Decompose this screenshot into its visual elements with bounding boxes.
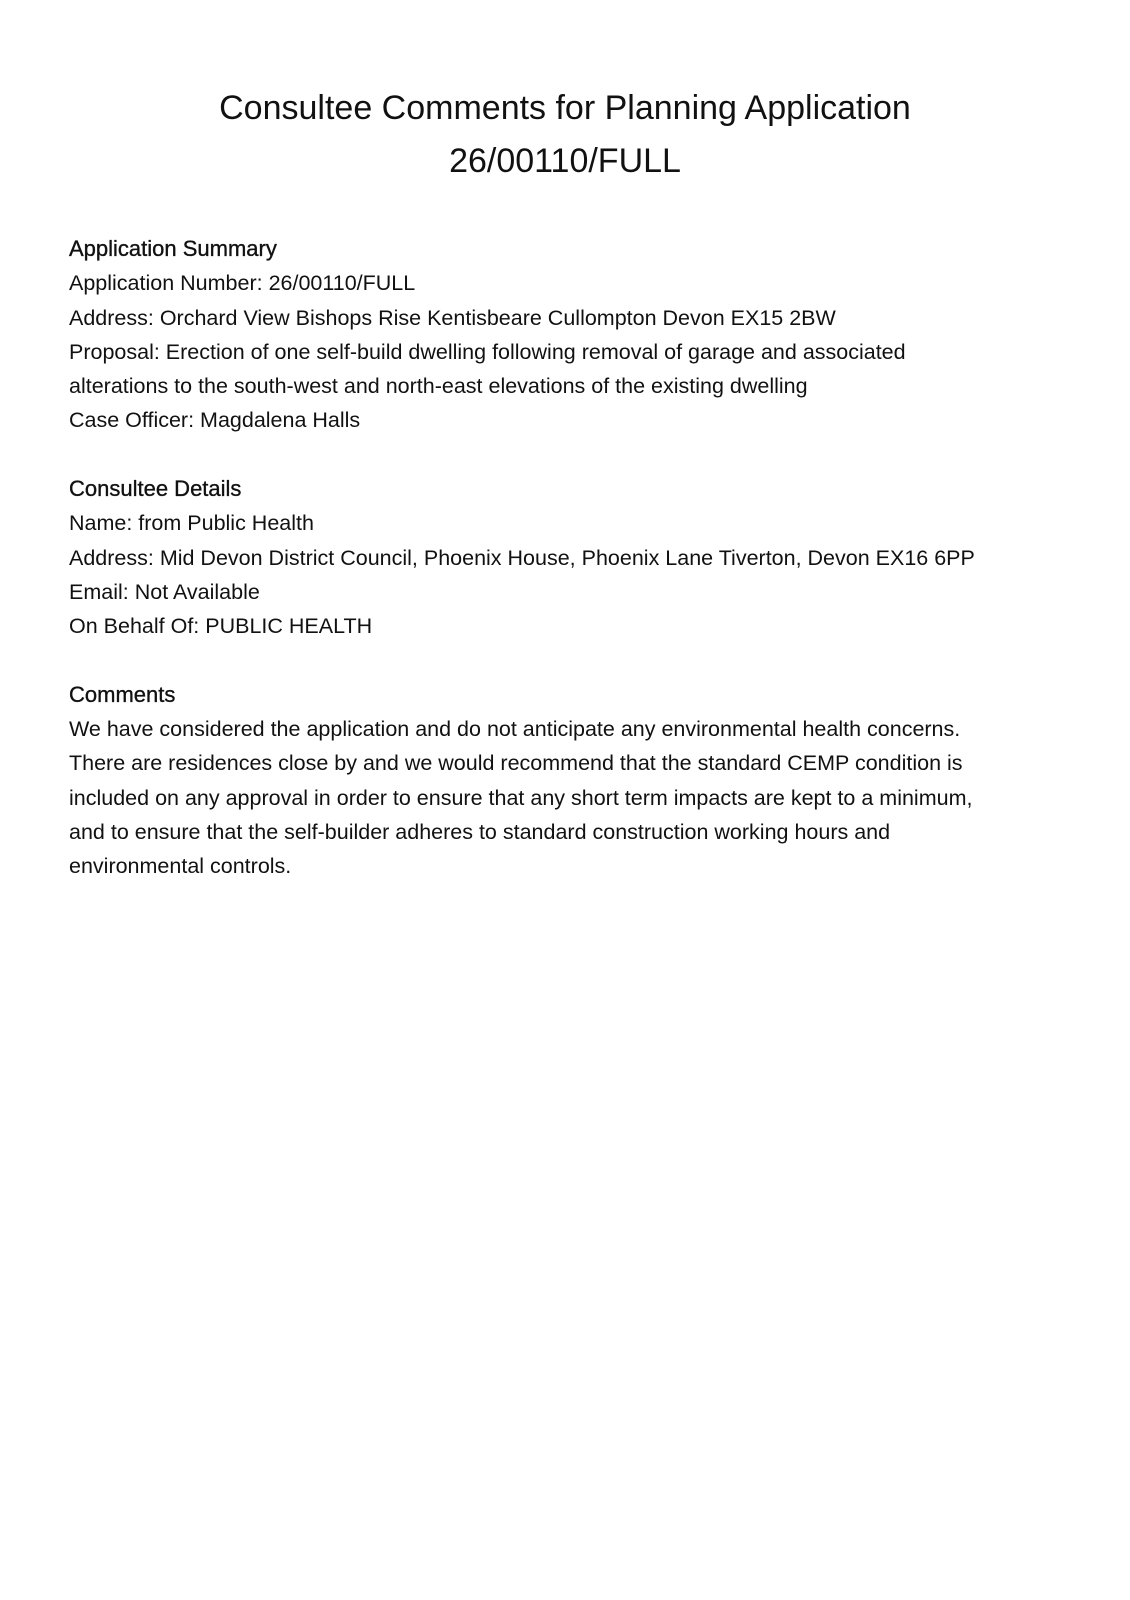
page-title-line-2: 26/00110/FULL [449, 142, 681, 180]
comments-heading: Comments [69, 681, 176, 707]
consultee-name: Name: from Public Health [69, 511, 314, 536]
document-body [69, 232, 1069, 918]
consultee-email: Email: Not Available [69, 579, 260, 604]
consultee-on-behalf-of: On Behalf Of: PUBLIC HEALTH [69, 614, 373, 639]
application-number: Application Number: 26/00110/FULL [69, 271, 416, 296]
proposal-line-2: alterations to the south-west and north-east elevations of the existing dwelling [69, 374, 808, 399]
case-officer: Case Officer: Magdalena Halls [69, 408, 361, 433]
page-title-line-1: Consultee Comments for Planning Application [219, 89, 911, 127]
comment-line: We have considered the application and do not anticipate any environmental health concerns. [69, 717, 961, 742]
consultee-details-heading: Consultee Details [69, 476, 242, 502]
application-summary-heading: Application Summary [69, 236, 277, 261]
proposal-line-1: Proposal: Erection of one self-build dwelling following removal of garage and associated [69, 339, 906, 364]
comment-line: environmental controls. [69, 854, 292, 879]
comment-line: and to ensure that the self-builder adheres to standard construction working hours and [69, 820, 891, 845]
consultee-address: Address: Mid Devon District Council, Phoenix House, Phoenix Lane Tiverton, Devon EX16 6PP [69, 545, 975, 570]
application-summary-section [69, 232, 1069, 438]
consultee-details-section [69, 472, 1069, 643]
comments-section [69, 678, 1069, 884]
comment-line: There are residences close by and we would recommend that the standard CEMP condition is [69, 751, 963, 776]
application-address: Address: Orchard View Bishops Rise Kentisbeare Cullompton Devon EX15 2BW [69, 305, 836, 330]
page-title [0, 82, 1130, 188]
comment-line: included on any approval in order to ensure that any short term impacts are kept to a minimum, [69, 785, 973, 810]
